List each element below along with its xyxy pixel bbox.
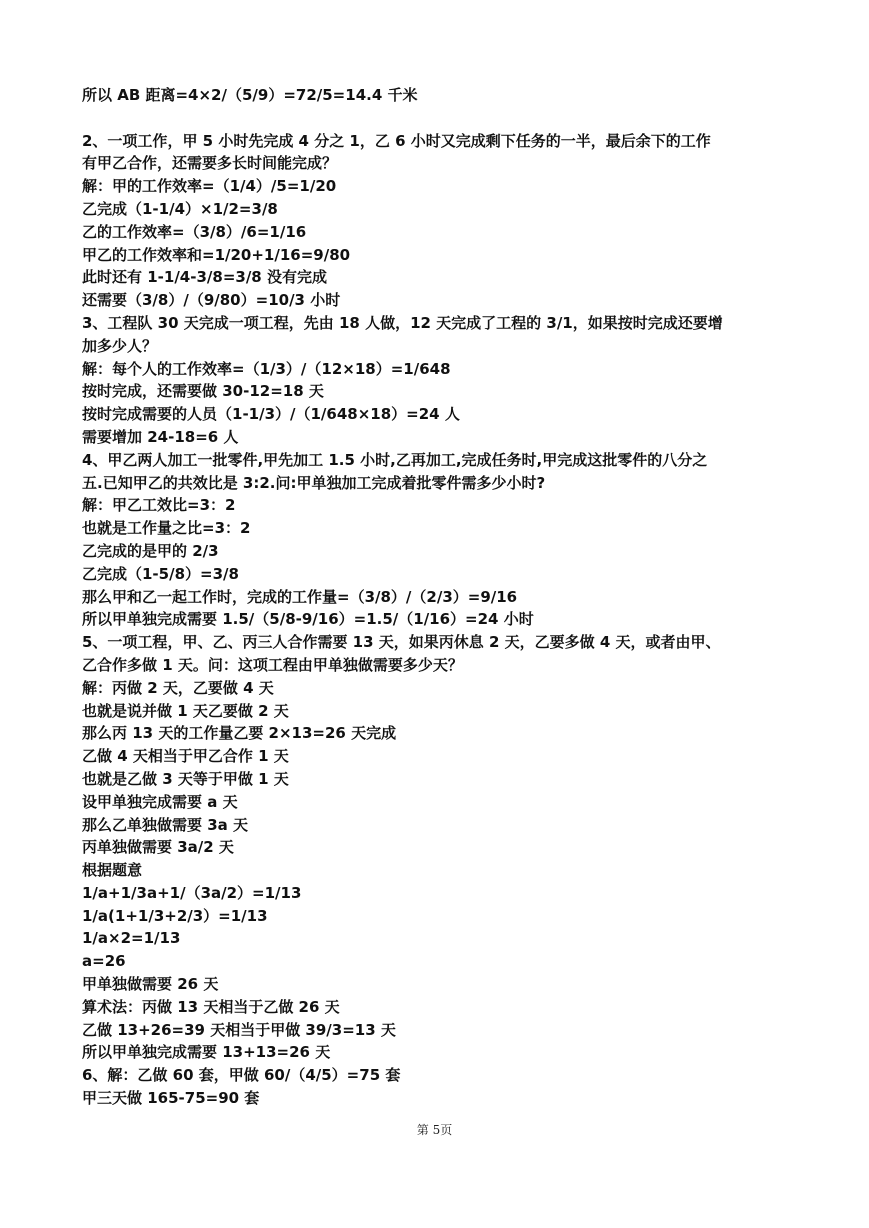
text-line: 解：丙做 2 天，乙要做 4 天 xyxy=(82,678,274,697)
text-line: 算术法：丙做 13 天相当于乙做 26 天 xyxy=(82,997,340,1016)
text-line: 甲乙的工作效率和=1/20+1/16=9/80 xyxy=(82,245,351,264)
text-line: 根据题意 xyxy=(82,861,143,880)
text-line: 还需要（3/8）/（9/80）=10/3 小时 xyxy=(82,291,341,310)
text-line: 1/a×2=1/13 xyxy=(82,929,181,948)
text-line: 4、甲乙两人加工一批零件,甲先加工 1.5 小时,乙再加工,完成任务时,甲完成这批零件的八分之 xyxy=(82,450,708,469)
text-line: 甲单独做需要 26 天 xyxy=(82,975,219,994)
text-line: 乙合作多做 1 天。问：这项工程由甲单独做需要多少天？ xyxy=(82,655,463,674)
text-line: 6、解：乙做 60 套，甲做 60/（4/5）=75 套 xyxy=(82,1066,401,1085)
text-line: 那么甲和乙一起工作时，完成的工作量=（3/8）/（2/3）=9/16 xyxy=(82,587,518,606)
text-line: 解：甲的工作效率=（1/4）/5=1/20 xyxy=(82,177,337,196)
text-line: 乙的工作效率=（3/8）/6=1/16 xyxy=(82,222,307,241)
text-line: a=26 xyxy=(82,952,126,971)
text-line: 3、工程队 30 天完成一项工程，先由 18 人做，12 天完成了工程的 3/1，如果按时完成还要增 xyxy=(82,313,723,332)
text-line: 所以甲单独完成需要 13+13=26 天 xyxy=(82,1043,331,1062)
text-line: 加多少人？ xyxy=(82,336,158,355)
text-line: 2、一项工作，甲 5 小时先完成 4 分之 1，乙 6 小时又完成剩下任务的一半，最后余下的工作 xyxy=(82,131,711,150)
text-line: 也就是乙做 3 天等于甲做 1 天 xyxy=(82,769,289,788)
text-line: 也就是工作量之比=3：2 xyxy=(82,519,251,538)
text-line: 1/a(1+1/3+2/3）=1/13 xyxy=(82,906,268,925)
text-line: 所以 AB 距离=4×2/（5/9）=72/5=14.4 千米 xyxy=(82,86,418,104)
text-line: 乙完成的是甲的 2/3 xyxy=(82,541,219,560)
text-line: 所以甲单独完成需要 1.5/（5/8-9/16）=1.5/（1/16）=24 小时 xyxy=(82,610,534,629)
text-line: 按时完成需要的人员（1-1/3）/（1/648×18）=24 人 xyxy=(82,405,460,424)
text-line: 乙做 4 天相当于甲乙合作 1 天 xyxy=(82,747,289,766)
blank-line xyxy=(82,107,794,130)
text-line: 那么乙单独做需要 3a 天 xyxy=(82,815,249,834)
text-line: 此时还有 1-1/4-3/8=3/8 没有完成 xyxy=(82,268,327,287)
text-line: 设甲单独完成需要 a 天 xyxy=(82,792,238,811)
text-line: 甲三天做 165-75=90 套 xyxy=(82,1089,260,1108)
text-line: 乙完成（1-1/4）×1/2=3/8 xyxy=(82,199,278,218)
text-line: 5、一项工程，甲、乙、丙三人合作需要 13 天，如果丙休息 2 天，乙要多做 4 天，或者由甲、 xyxy=(82,633,721,652)
text-line: 丙单独做需要 3a/2 天 xyxy=(82,838,234,857)
text-line: 1/a+1/3a+1/（3a/2）=1/13 xyxy=(82,883,302,902)
text-line: 有甲乙合作，还需要多长时间能完成？ xyxy=(82,154,338,173)
text-line: 五.已知甲乙的共效比是 3:2.问:甲单独加工完成着批零件需多少小时? xyxy=(82,473,546,492)
text-line: 解：甲乙工效比=3：2 xyxy=(82,496,236,515)
text-line: 那么丙 13 天的工作量乙要 2×13=26 天完成 xyxy=(82,724,397,743)
text-line: 乙完成（1-5/8）=3/8 xyxy=(82,564,239,583)
text-line: 乙做 13+26=39 天相当于甲做 39/3=13 天 xyxy=(82,1020,396,1039)
text-line: 解：每个人的工作效率=（1/3）/（12×18）=1/648 xyxy=(82,359,451,378)
text-line: 按时完成，还需要做 30-12=18 天 xyxy=(82,382,324,401)
page-body xyxy=(82,84,794,1110)
page-number: 第 5页 xyxy=(416,1123,453,1137)
text-line: 需要增加 24-18=6 人 xyxy=(82,427,239,446)
text-line: 也就是说并做 1 天乙要做 2 天 xyxy=(82,701,289,720)
